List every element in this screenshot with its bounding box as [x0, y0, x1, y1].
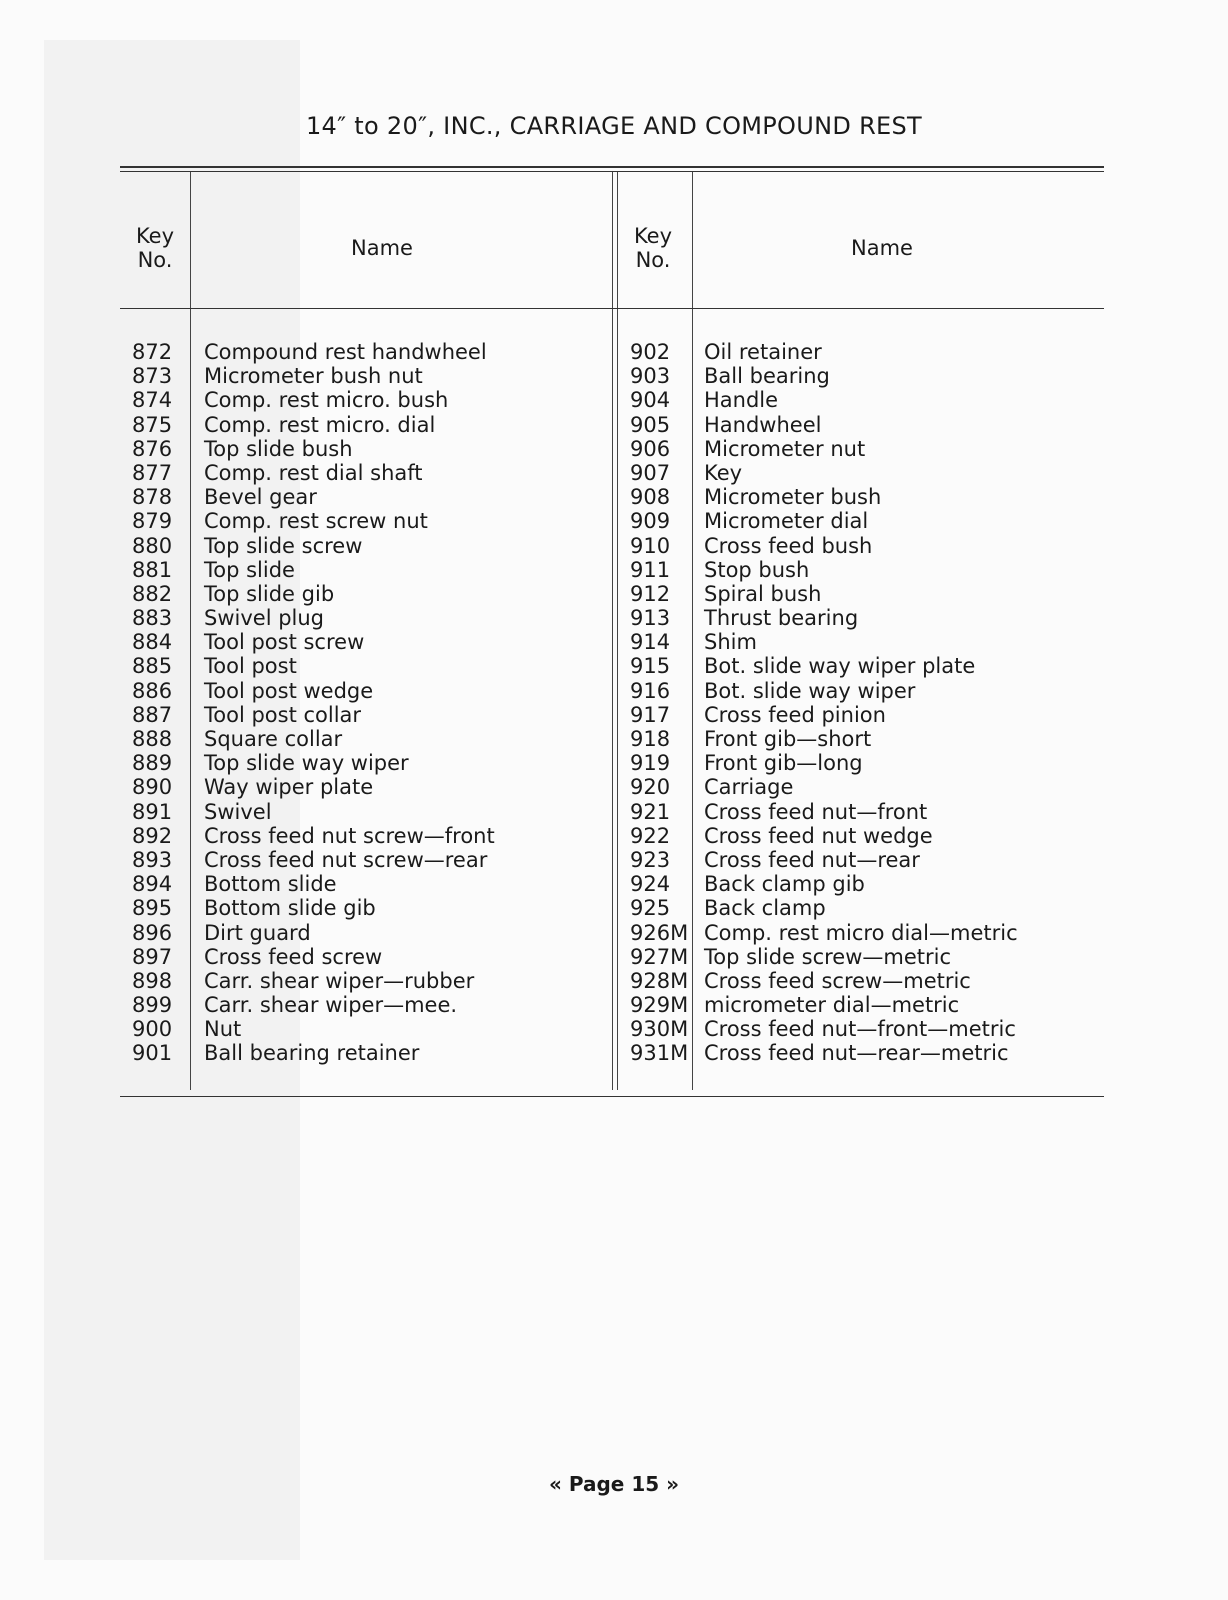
key-number: 876 [132, 436, 173, 461]
table-row [630, 896, 1100, 920]
table-row [120, 727, 600, 751]
key-number: 887 [132, 702, 173, 727]
key-number: 880 [132, 533, 173, 558]
key-number: 893 [132, 847, 173, 872]
part-name: Comp. rest micro. bush [204, 388, 449, 413]
table-row [630, 509, 1100, 533]
key-number: 899 [132, 993, 173, 1018]
part-name: Top slide way wiper [204, 751, 409, 776]
key-number: 918 [630, 727, 671, 751]
table-row [120, 993, 600, 1017]
table-row [630, 993, 1100, 1017]
part-name: Spiral bush [704, 581, 822, 606]
key-number: 917 [630, 702, 671, 727]
key-number: 922 [630, 823, 671, 848]
key-number: 895 [132, 896, 173, 921]
key-number: 891 [132, 799, 173, 824]
table-row [120, 679, 600, 703]
part-name: Cross feed bush [704, 533, 873, 558]
table-row [630, 340, 1100, 364]
bottom-rule [120, 1096, 1104, 1097]
part-name: Handwheel [704, 412, 822, 437]
key-number: 889 [132, 751, 173, 776]
table-row [120, 413, 600, 437]
key-number: 875 [132, 412, 173, 437]
part-name: Cross feed nut wedge [704, 823, 933, 848]
table-row [630, 969, 1100, 993]
table-row [120, 388, 600, 412]
key-number: 890 [132, 775, 173, 800]
part-name: Top slide [204, 557, 295, 582]
key-number: 913 [630, 606, 671, 631]
table-row [630, 534, 1100, 558]
table-row [120, 558, 600, 582]
table-row [630, 848, 1100, 872]
key-number: 924 [630, 872, 671, 897]
part-name: Bottom slide [204, 872, 337, 897]
table-row [120, 703, 600, 727]
key-number: 872 [132, 340, 173, 364]
table-row [630, 727, 1100, 751]
table-row [630, 800, 1100, 824]
part-name: Micrometer dial [704, 509, 869, 534]
key-number: 881 [132, 557, 173, 582]
key-number: 915 [630, 654, 671, 679]
key-number: 873 [132, 364, 173, 389]
table-row [630, 775, 1100, 799]
part-name: Micrometer nut [704, 436, 866, 461]
table-row [630, 364, 1100, 388]
table-row [630, 945, 1100, 969]
part-name: Cross feed nut—rear—metric [704, 1041, 1009, 1066]
table-row [630, 485, 1100, 509]
part-name: Ball bearing [704, 364, 830, 389]
table-row [630, 824, 1100, 848]
key-number: 920 [630, 775, 671, 800]
key-number: 912 [630, 581, 671, 606]
part-name: Tool post collar [204, 702, 362, 727]
header-name-right: Name [851, 236, 913, 260]
part-name: Thrust bearing [704, 606, 859, 631]
table-row [630, 558, 1100, 582]
table-row [630, 1041, 1100, 1065]
table-row [630, 388, 1100, 412]
key-number: 874 [132, 388, 173, 413]
part-name: Back clamp gib [704, 872, 865, 897]
key-number: 879 [132, 509, 173, 534]
key-number: 919 [630, 751, 671, 776]
part-name: Top slide screw—metric [704, 944, 952, 969]
divider-center-a [612, 172, 613, 1090]
key-number: 902 [630, 340, 671, 364]
table-row [120, 340, 600, 364]
top-rule [120, 166, 1104, 168]
key-number: 908 [630, 485, 671, 510]
table-row [120, 775, 600, 799]
key-number: 921 [630, 799, 671, 824]
table-row [120, 606, 600, 630]
part-name: Top slide gib [204, 581, 335, 606]
part-name: Bottom slide gib [204, 896, 376, 921]
table-row [120, 751, 600, 775]
key-number: 930M [630, 1017, 689, 1042]
key-number: 888 [132, 727, 173, 751]
key-number: 884 [132, 630, 173, 655]
key-number: 882 [132, 581, 173, 606]
part-name: Micrometer bush nut [204, 364, 423, 389]
part-name: Shim [704, 630, 757, 655]
key-number: 929M [630, 993, 689, 1018]
table-row [120, 921, 600, 945]
key-number: 877 [132, 460, 173, 485]
header-key-left: Key No. [135, 224, 175, 272]
key-number: 905 [630, 412, 671, 437]
part-name: Back clamp [704, 896, 826, 921]
key-number: 897 [132, 944, 173, 969]
table-row [120, 969, 600, 993]
key-number: 903 [630, 364, 671, 389]
table-row [120, 1017, 600, 1041]
key-number: 878 [132, 485, 173, 510]
key-number: 896 [132, 920, 173, 945]
table-row [120, 461, 600, 485]
table-row [120, 654, 600, 678]
part-name: Way wiper plate [204, 775, 374, 800]
table-row [630, 630, 1100, 654]
key-number: 906 [630, 436, 671, 461]
part-name: Top slide screw [204, 533, 363, 558]
part-name: Stop bush [704, 557, 810, 582]
table-row [120, 1041, 600, 1065]
key-number: 886 [132, 678, 173, 703]
part-name: Comp. rest dial shaft [204, 460, 423, 485]
key-number: 914 [630, 630, 671, 655]
part-name: Comp. rest screw nut [204, 509, 428, 534]
table-row [120, 437, 600, 461]
table-row [120, 630, 600, 654]
parts-list-left [120, 340, 600, 1066]
key-number: 907 [630, 460, 671, 485]
key-number: 926M [630, 920, 689, 945]
table-row [120, 509, 600, 533]
part-name: Comp. rest micro. dial [204, 412, 436, 437]
key-number: 901 [132, 1041, 173, 1066]
part-name: Carriage [704, 775, 794, 800]
table-row [120, 945, 600, 969]
part-name: Bot. slide way wiper plate [704, 654, 976, 679]
key-number: 916 [630, 678, 671, 703]
parts-list-right [630, 340, 1100, 1066]
part-name: Swivel plug [204, 606, 325, 631]
part-name: Ball bearing retainer [204, 1041, 420, 1066]
table-row [630, 751, 1100, 775]
table-row [630, 703, 1100, 727]
part-name: micrometer dial—metric [704, 993, 960, 1018]
part-name: Key [704, 460, 743, 485]
part-name: Front gib—short [704, 727, 872, 751]
key-number: 883 [132, 606, 173, 631]
table-row [120, 485, 600, 509]
key-number: 928M [630, 968, 689, 993]
part-name: Tool post [204, 654, 297, 679]
part-name: Tool post wedge [204, 678, 374, 703]
part-name: Bevel gear [204, 485, 317, 510]
part-name: Nut [204, 1017, 242, 1042]
table-row [630, 872, 1100, 896]
table-row [630, 921, 1100, 945]
divider-center-b [617, 172, 618, 1090]
table-row [120, 896, 600, 920]
part-name: Carr. shear wiper—mee. [204, 993, 458, 1018]
key-number: 892 [132, 823, 173, 848]
table-row [630, 654, 1100, 678]
key-number: 911 [630, 557, 671, 582]
part-name: Cross feed nut—front [704, 799, 928, 824]
key-number: 909 [630, 509, 671, 534]
table-row [120, 872, 600, 896]
table-row [630, 1017, 1100, 1041]
table-row [630, 606, 1100, 630]
key-number: 925 [630, 896, 671, 921]
table-row [120, 848, 600, 872]
table-row [120, 824, 600, 848]
key-number: 894 [132, 872, 173, 897]
part-name: Carr. shear wiper—rubber [204, 968, 475, 993]
part-name: Cross feed screw—metric [704, 968, 971, 993]
table-row [630, 679, 1100, 703]
part-name: Cross feed nut screw—front [204, 823, 495, 848]
table-row [630, 582, 1100, 606]
part-name: Cross feed nut—rear [704, 847, 920, 872]
key-number: 927M [630, 944, 689, 969]
table-row [630, 437, 1100, 461]
page-title: 14″ to 20″, INC., CARRIAGE AND COMPOUND REST [305, 112, 923, 140]
key-number: 904 [630, 388, 671, 413]
table-row [630, 413, 1100, 437]
header-rule [120, 308, 1104, 309]
part-name: Oil retainer [704, 340, 822, 364]
part-name: Square collar [204, 727, 343, 751]
key-number: 885 [132, 654, 173, 679]
table-row [630, 461, 1100, 485]
part-name: Swivel [204, 799, 272, 824]
key-number: 898 [132, 968, 173, 993]
table-row [120, 582, 600, 606]
page-number: « Page 15 » [548, 1472, 680, 1496]
part-name: Top slide bush [204, 436, 353, 461]
header-key-right: Key No. [633, 224, 673, 272]
table-row [120, 800, 600, 824]
part-name: Comp. rest micro dial—metric [704, 920, 1018, 945]
part-name: Tool post screw [204, 630, 365, 655]
part-name: Front gib—long [704, 751, 863, 776]
table-row [120, 364, 600, 388]
key-number: 900 [132, 1017, 173, 1042]
part-name: Cross feed nut screw—rear [204, 847, 488, 872]
part-name: Handle [704, 388, 779, 413]
part-name: Cross feed screw [204, 944, 383, 969]
part-name: Micrometer bush [704, 485, 882, 510]
key-number: 910 [630, 533, 671, 558]
part-name: Cross feed nut—front—metric [704, 1017, 1016, 1042]
part-name: Bot. slide way wiper [704, 678, 916, 703]
part-name: Cross feed pinion [704, 702, 886, 727]
table-row [120, 534, 600, 558]
part-name: Dirt guard [204, 920, 311, 945]
header-name-left: Name [351, 236, 413, 260]
key-number: 931M [630, 1041, 689, 1066]
key-number: 923 [630, 847, 671, 872]
part-name: Compound rest handwheel [204, 340, 487, 364]
